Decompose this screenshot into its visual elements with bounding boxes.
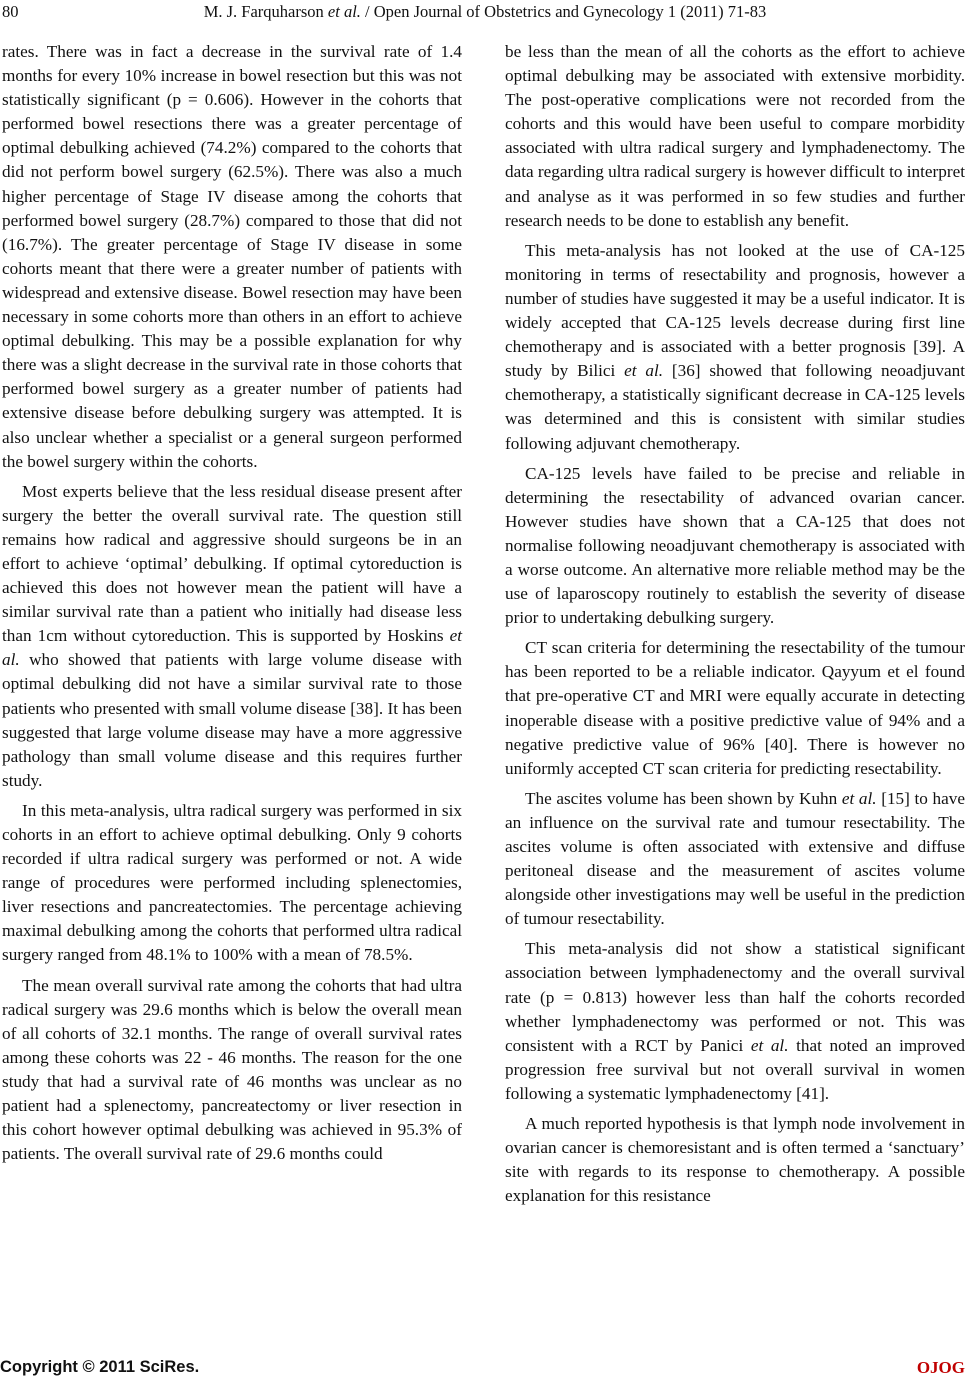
page-footer [0,1358,970,1382]
body-paragraph [505,937,965,1106]
italic-text: et al. [2,626,462,670]
italic-text: et al. [841,788,877,808]
paragraph-text: CT scan criteria for determining the resectability of the tumour has been reported to be a reliable indicator. Qayyum et el found that pre-operative CT and MRI were equally accurate in detecting inoperable disease with a positive predictive value of 94% and a negative predictive value of 96% [40]. There is however no uniformly accepted CT scan criteria for predicting resectability. [505,638,965,778]
paragraph-text: that noted an improved progression free survival but not overall survival in women following a systematic lymphadenectomy [41]. [505,1035,965,1103]
running-title [95,2,875,22]
running-title-journal: / Open Journal of Obstetrics and Gynecology 1 (2011) 71-83 [360,2,767,21]
right-column [505,40,965,1214]
paragraph-text: who showed that patients with large volume disease with optimal debulking did not have a similar survival rate to those patients who presented with small volume disease [38]. It has been suggested that large volume disease may have a more aggressive pathology than small volume disease and this requires further study. [2,650,462,790]
body-paragraph [2,799,462,968]
paragraph-text: This meta-analysis has not looked at the use of CA-125 monitoring in terms of resectability and prognosis, however a number of studies have suggested it may be a useful indicator. It is widely accepted that CA-125 levels decrease during first line chemotherapy and is associated with a better prognosis [39]. A study by Bilici [505,240,965,381]
body-paragraph [2,40,462,474]
body-paragraph [505,40,965,233]
paragraph-text: [15] to have an influence on the survival rate and tumour resectability. The ascites volume is often associated with extensive and diffuse peritoneal disease and the measurement of ascites volume alongside other investigations may well be useful in the prediction of tumour resectability. [505,788,965,929]
page-header [0,2,970,26]
copyright-notice: Copyright © 2011 SciRes. [0,1358,200,1376]
journal-abbreviation: OJOG [916,1358,965,1377]
running-title-etal: et al. [327,2,361,21]
italic-text: et al. [624,361,664,381]
paragraph-text: The mean overall survival rate among the cohorts that had ultra radical surgery was 29.6 months which is below the overall mean of all cohorts of 32.1 months. The range of overall survival rates among these cohorts was 22 - 46 months. The reason for the one study that had a survival rate of 46 months was unclear as no patient had a splenectomy, pancreatectomy or liver resection in this cohort however optimal debulking was achieved in 95.3% of patients. The overall survival rate of 29.6 months could [2,975,462,1164]
body-paragraph [505,239,965,456]
paragraph-text: be less than the mean of all the cohorts as the effort to achieve optimal debulking may be associated with extensive morbidity. The post-operative complications were not recorded from the cohorts and this would have been useful to compare morbidity associated with ultra radical surgery and lymphadenectomy. The data regarding ultra radical surgery is however difficult to interpret and analyse as it was performed in so few studies and further research needs to be done to establish any benefit. [505,42,965,230]
body-paragraph [2,480,462,793]
paragraph-text: This meta-analysis did not show a statistical significant association between lymphadenectomy and the overall survival rate (p = 0.813) however less than half the cohorts recorded whether lymphadenectomy was performed or not. This was consistent with a RCT by Panici [505,939,965,1055]
body-paragraph [505,636,965,781]
paragraph-text: A much reported hypothesis is that lymph node involvement in ovarian cancer is chemoresistant and is often termed a ‘sanctuary’ site with regards to its response to chemotherapy. A possible explanation for this resistance [505,1114,965,1206]
italic-text: et al. [750,1035,789,1055]
paragraph-text: rates. There was in fact a decrease in the survival rate of 1.4 months for every 10% increase in bowel resection but this was not statistically significant (p = 0.606). However in the cohorts that performed bowel resections there was a greater percentage of optimal debulking achieved (74.2%) compared to the cohorts that did not perform bowel surgery (62.5%). There was also a much higher percentage of Stage IV disease among the cohorts that performed bowel surgery (28.7%) compared to those that did not (16.7%). The greater percentage of Stage IV disease in some cohorts meant that there were a greater number of patients with widespread and extensive disease. Bowel resection may have been necessary in some cohorts more than others in an effort to achieve optimal debulking. This may be a possible explanation for why there was a slight decrease in the survival rate in those cohorts that performed bowel surgery as a greater number of patients had extensive disease before debulking surgery was attempted. It is also unclear whether a specialist or a general surgeon performed the bowel surgery within the cohorts. [2,42,462,471]
body-paragraph [2,974,462,1167]
page-number: 80 [2,2,19,21]
left-column [2,40,462,1172]
body-paragraph [505,1112,965,1208]
paragraph-text: Most experts believe that the less residual disease present after surgery the better the overall survival rate. The question still remains how radical and aggressive should surgeons be in an effort to achieve ‘optimal’ debulking. If optimal cytoreduction is achieved this does not however mean the patient will have a similar survival rate than a patient who initially had disease less than 1cm without cytoreduction. This is supported by Hoskins [2,481,462,646]
paragraph-text: In this meta-analysis, ultra radical surgery was performed in six cohorts in an effort to achieve optimal debulking. Only 9 cohorts recorded if ultra radical surgery was performed or not. A wide range of procedures were performed including splenectomies, liver resections and pancreatectomies. The percentage achieving maximal debulking among the cohorts that performed ultra radical surgery ranged from 48.1% to 100% with a mean of 78.5%. [2,800,462,965]
body-paragraph [505,787,965,932]
body-paragraph [505,462,965,631]
paragraph-text: CA-125 levels have failed to be precise and reliable in determining the resectability of advanced ovarian cancer. However studies have shown that a CA-125 that does not normalise following neoadjuvant chemotherapy is associated with a worse outcome. An alternative more reliable method may be the use of laparoscopy routinely to establish the severity of disease prior to undertaking debulking surgery. [505,463,965,628]
paragraph-text: [36] showed that following neoadjuvant chemotherapy, a statistically significant decrease in CA-125 levels was determined and this is consistent with similar studies following adjuvant chemotherapy. [505,361,965,453]
running-title-authors: M. J. Farquharson [203,2,328,21]
paragraph-text: The ascites volume has been shown by Kuhn [525,788,842,808]
